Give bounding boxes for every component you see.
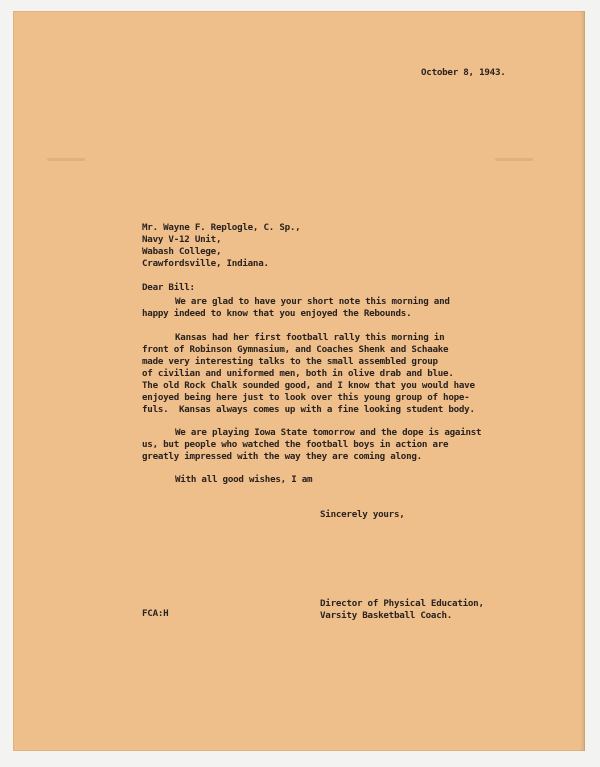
paragraph-2-line-4: of civilian and uniformed men, both in olive drab and blue. (142, 368, 454, 379)
paragraph-2-line-1: Kansas had her first football rally this morning in (175, 332, 445, 343)
paragraph-2-line-7: fuls. Kansas always comes up with a fine looking student body. (142, 404, 475, 415)
paragraph-3-line-3: greatly impressed with the way they are coming along. (142, 451, 422, 462)
paper-mark-left (47, 158, 85, 161)
paragraph-3-line-1: We are playing Iowa State tomorrow and the dope is against (175, 427, 482, 438)
letter-sheet (13, 11, 585, 751)
address-line-unit: Navy V-12 Unit, (142, 234, 222, 245)
paper-mark-right (495, 158, 533, 161)
signature-title-line-1: Director of Physical Education, (320, 598, 484, 609)
address-line-name: Mr. Wayne F. Replogle, C. Sp., (142, 222, 301, 233)
paragraph-2-line-5: The old Rock Chalk sounded good, and I know that you would have (142, 380, 475, 391)
paragraph-1-line-1: We are glad to have your short note this morning and (175, 296, 450, 307)
paragraph-1-line-2: happy indeed to know that you enjoyed the Rebounds. (142, 308, 412, 319)
salutation: Dear Bill: (142, 282, 195, 293)
paragraph-2-line-2: front of Robinson Gymnasium, and Coaches Shenk and Schaake (142, 344, 449, 355)
paragraph-2-line-3: made very interesting talks to the small assembled group (142, 356, 438, 367)
letter-date: October 8, 1943. (421, 67, 506, 78)
closing: Sincerely yours, (320, 509, 405, 520)
address-line-city: Crawfordsville, Indiana. (142, 258, 269, 269)
paragraph-2-line-6: enjoyed being here just to look over this young group of hope- (142, 392, 470, 403)
paragraph-3-line-2: us, but people who watched the football boys in action are (142, 439, 449, 450)
typist-initials: FCA:H (142, 608, 169, 619)
address-line-college: Wabash College, (142, 246, 222, 257)
paragraph-4: With all good wishes, I am (175, 474, 313, 485)
signature-title-line-2: Varsity Basketball Coach. (320, 610, 453, 621)
